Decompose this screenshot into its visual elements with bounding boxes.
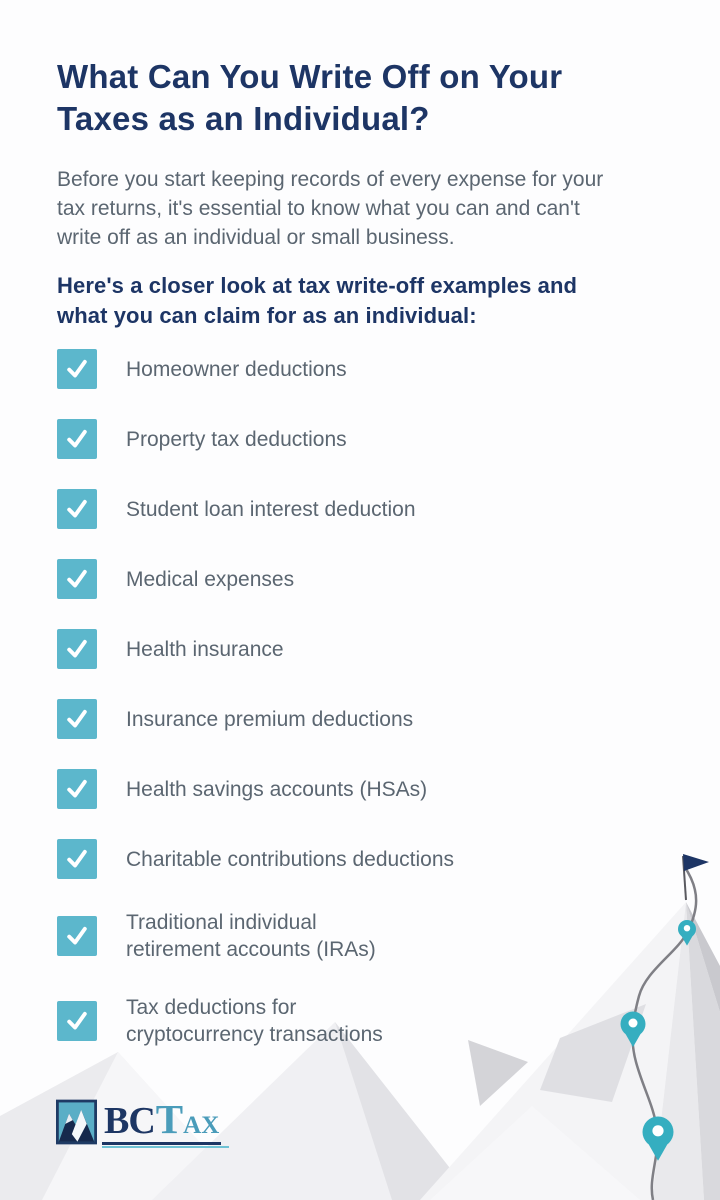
checkbox-checked-icon [57, 559, 97, 599]
logo-underline-teal [102, 1146, 229, 1148]
checklist-item [57, 559, 663, 599]
checkbox-checked-icon [57, 419, 97, 459]
checkbox-checked-icon [57, 916, 97, 956]
checkbox-checked-icon [57, 349, 97, 389]
checkbox-checked-icon [57, 629, 97, 669]
logo-letters-bc: BC [104, 1100, 155, 1142]
checklist-item-label: Student loan interest deduction [126, 497, 416, 521]
checklist [57, 349, 663, 1048]
checklist-item [57, 489, 663, 529]
checkbox-checked-icon [57, 769, 97, 809]
checklist-item-label: Traditional individual retirement accounts (IRAs) [126, 911, 376, 962]
checklist-item [57, 419, 663, 459]
checkbox-checked-icon [57, 489, 97, 529]
checklist-item [57, 769, 663, 809]
checklist-item [57, 994, 663, 1049]
checklist-item-label: Tax deductions for cryptocurrency transactions [126, 995, 383, 1047]
checklist-item [57, 909, 663, 964]
checklist-item-label: Charitable contributions deductions [126, 847, 455, 871]
checklist-item [57, 839, 663, 879]
checklist-item-label: Medical expenses [126, 567, 295, 591]
checklist-item [57, 699, 663, 739]
checklist-item [57, 349, 663, 389]
page-title: What Can You Write Off on Your Taxes as an Individual? [57, 58, 563, 138]
checklist-item-label: Health savings accounts (HSAs) [126, 777, 428, 801]
checkbox-checked-icon [57, 839, 97, 879]
checklist-item-label: Insurance premium deductions [126, 707, 414, 731]
bctax-logo-text [102, 1096, 221, 1148]
bctax-logo-mountain-icon [56, 1099, 97, 1145]
logo-letter-t: T [155, 1096, 184, 1142]
logo-underline-navy [102, 1142, 221, 1145]
checklist-item-label: Health insurance [126, 637, 284, 661]
logo-letters-ax: AX [183, 1112, 220, 1139]
checklist-item-label: Homeowner deductions [126, 357, 347, 381]
checkbox-checked-icon [57, 1001, 97, 1041]
intro-paragraph: Before you start keeping records of every expense for your tax returns, it's essential to know what you can and can't write off as an individual or small business. [57, 168, 604, 250]
checklist-item-label: Property tax deductions [126, 427, 347, 451]
checkbox-checked-icon [57, 699, 97, 739]
checklist-subheading: Here's a closer look at tax write-off examples and what you can claim for as an individual: [57, 273, 578, 329]
checklist-item [57, 629, 663, 669]
bctax-wordmark [102, 1096, 221, 1142]
bctax-logo [56, 1096, 221, 1148]
